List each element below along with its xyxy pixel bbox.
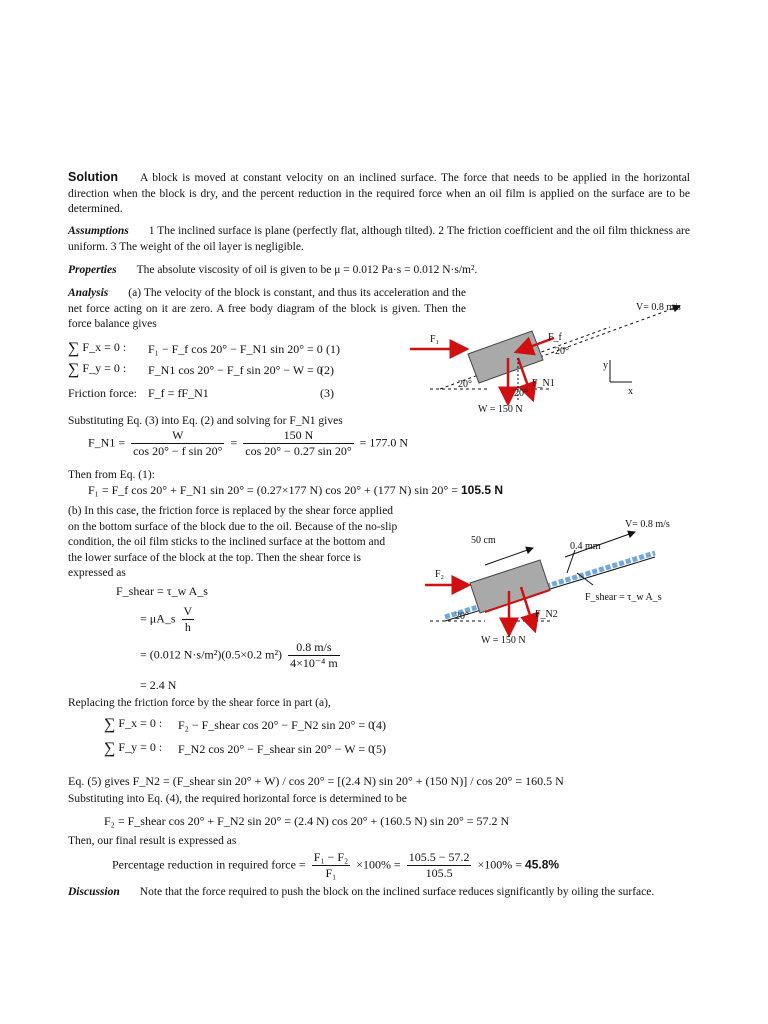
f1-equation [88,483,503,498]
eq5-number: (5) [372,742,386,756]
diagram1-weight-label: W = 150 N [478,404,523,412]
pct-num1: F₁ − F₂ [313,850,349,864]
assumptions-paragraph [68,224,690,255]
diagram1-ff-label: F_f [548,332,562,343]
diagram1-f1-label: F₁ [430,334,440,345]
shear-line-2 [140,604,197,635]
diagram1-angle-left: 20° [458,379,472,390]
equation-4 [104,716,162,734]
analysis-heading: Analysis [68,287,109,299]
final-result-text: Then, our final result is expressed as [68,835,237,847]
part-a-intro: (a) The velocity of the block is constant, and thus its acceleration and the net force acting on it are zero. A free body diagram of the block is given. Then the force balance gives [68,287,466,330]
properties-heading: Properties [68,264,117,276]
solution-paragraph [68,170,690,218]
length-dimension [485,548,533,565]
shear-line3-lhs: = (0.012 N·s/m²)(0.5×0.2 m²) [140,647,283,662]
eq3-label: Friction force: [68,386,137,400]
block [468,331,543,383]
diagram2-velocity-label: V= 0.8 m/s [625,519,670,530]
discussion-paragraph [68,885,690,901]
velocity-over-thickness-fraction [288,640,340,671]
diagram1-angle-bottom: 20° [514,388,528,399]
then-text: Then from Eq. (1): [68,469,155,481]
diagram2-weight-label: W = 150 N [481,635,526,645]
diagram2-angle-label: 20° [455,611,469,622]
pct-result: 45.8% [525,857,560,872]
shear-line2-num: V [183,604,193,618]
shear-line-1: F_shear = τ_w A_s [116,584,208,598]
diagram2-fn2-label: F_N2 [535,609,558,620]
analysis-paragraph [68,286,466,333]
shear-line-4: = 2.4 N [140,678,177,692]
sigma-symbol: ∑ [104,740,116,757]
eq2-rhs: F_N1 cos 20° − F_f sin 20° − W = 0 [148,363,323,377]
diagram1-fn1-label: F_N1 [532,378,555,389]
diagram1-angle-top: 20° [555,346,569,357]
pct-fraction-1 [312,850,350,881]
pct-den1: F₁ [325,866,337,880]
replace-text: Replacing the friction force by the shear force in part (a), [68,697,331,709]
shear-line-3 [140,640,343,671]
fn1-result: = 177.0 N [359,435,409,450]
fn1-num2: 150 N [243,428,353,444]
pct-mid: ×100% = [356,857,401,872]
pct-end: ×100% = [477,857,523,872]
diagram2-thickness-label: 0.4 mm [570,541,601,552]
pct-label: Percentage reduction in required force = [112,857,306,872]
free-body-diagram-1 [410,292,730,412]
diagram1-y-axis-label: y [603,360,608,371]
fn1-den1: cos 20° − f sin 20° [133,444,223,458]
sigma-symbol: ∑ [68,340,80,357]
shear-line3-num: 0.8 m/s [288,640,340,656]
solution-heading: Solution [68,170,118,184]
substitute-eq4-text: Substituting into Eq. (4), the required horizontal force is determined to be [68,793,407,805]
part-b-paragraph: (b) In this case, the friction force is replaced by the shear force applied on the bottom surface of the block due to the oil. Because of the no-slip condition, the oil film sticks to the inclined surface at the bottom and the lower surface of the block at the top. Then the shear force is expressed as [68,505,398,579]
equation-1 [68,340,126,358]
equation-2 [68,361,126,379]
fn1-fraction-2 [243,428,353,459]
eq3-rhs: F_f = fF_N1 [148,386,209,400]
eq4-rhs: F₂ − F_shear cos 20° − F_N2 sin 20° = 0 [178,718,375,732]
eq2-number: (2) [320,363,334,377]
solution-text: A block is moved at constant velocity on an inclined surface. The force that needs to be applied in the horizontal direction when the block is dry, and the percent reduction in the required force when an oil film is applied on the surface are to be determined. [68,172,690,215]
eq5-rhs: F_N2 cos 20° − F_shear sin 20° − W = 0 [178,742,375,756]
discussion-text: Note that the force required to push the block on the inclined surface reduces significantly by oiling the surface. [139,886,655,898]
substitution-text: Substituting Eq. (3) into Eq. (2) and solving for F_N1 gives [68,415,343,427]
assumptions-heading: Assumptions [68,225,129,237]
sigma-symbol: ∑ [68,361,80,378]
equals-sign: = [230,435,238,450]
diagram2-fshear-label: F_shear = τ_w A_s [585,592,662,603]
pct-fraction-2 [407,850,472,881]
eq5-gives: Eq. (5) gives F_N2 = (F_shear sin 20° + W) / cos 20° = [(2.4 N) sin 20° + (150 N)] / cos 20° = 160.5 N [68,774,564,788]
f1-result: 105.5 N [460,483,504,497]
fn1-den2: cos 20° − 0.27 sin 20° [245,444,352,458]
eq5-lhs: F_y = 0 : [118,740,163,754]
shear-line2-lhs: = μA_s [140,611,176,626]
diagram1-x-axis-label: x [628,386,633,397]
fn1-equation [88,428,408,459]
fn1-lhs: F_N1 = [88,435,126,450]
v-over-h-fraction [182,604,195,635]
diagram2-length-label: 50 cm [471,535,496,546]
shear-line2-den: h [184,620,191,634]
shear-line3-den: 4×10⁻⁴ m [290,656,338,670]
equation-5 [104,740,162,758]
f2-equation: F₂ = F_shear cos 20° + F_N2 sin 20° = (2.4 N) cos 20° + (160.5 N) sin 20° = 57.2 N [104,814,510,828]
assumptions-text: 1 The inclined surface is plane (perfectly flat, although tilted). 2 The friction coefficient and the oil film thickness are uniform. 3 The weight of the oil layer is negligible. [68,225,690,253]
eq4-lhs: F_x = 0 : [118,716,163,730]
diagram2-f2-label: F₂ [435,569,445,580]
free-body-diagram-2 [425,515,725,645]
pct-den2: 105.5 [425,866,453,880]
diagram1-velocity-label: V= 0.8 m/s [636,302,681,313]
fn1-num1: W [131,428,224,444]
thickness-leader [567,550,575,573]
f1-eq: F₁ = F_f cos 20° + F_N1 sin 20° = (0.27×177 N) cos 20° + (177 N) sin 20° = [88,483,458,497]
discussion-heading: Discussion [68,886,120,898]
eq2-lhs: F_y = 0 : [82,361,127,375]
fn1-fraction-1 [131,428,224,459]
properties-paragraph [68,263,690,279]
eq1-rhs: F₁ − F_f cos 20° − F_N1 sin 20° = 0 [148,342,323,356]
pct-num2: 105.5 − 57.2 [408,850,470,864]
properties-text: The absolute viscosity of oil is given to be μ = 0.012 Pa·s = 0.012 N·s/m². [136,264,478,276]
eq1-lhs: F_x = 0 : [82,340,127,354]
sigma-symbol: ∑ [104,716,116,733]
eq4-number: (4) [372,718,386,732]
eq3-number: (3) [320,386,334,400]
percentage-equation [112,850,559,881]
eq1-number: (1) [326,342,340,356]
